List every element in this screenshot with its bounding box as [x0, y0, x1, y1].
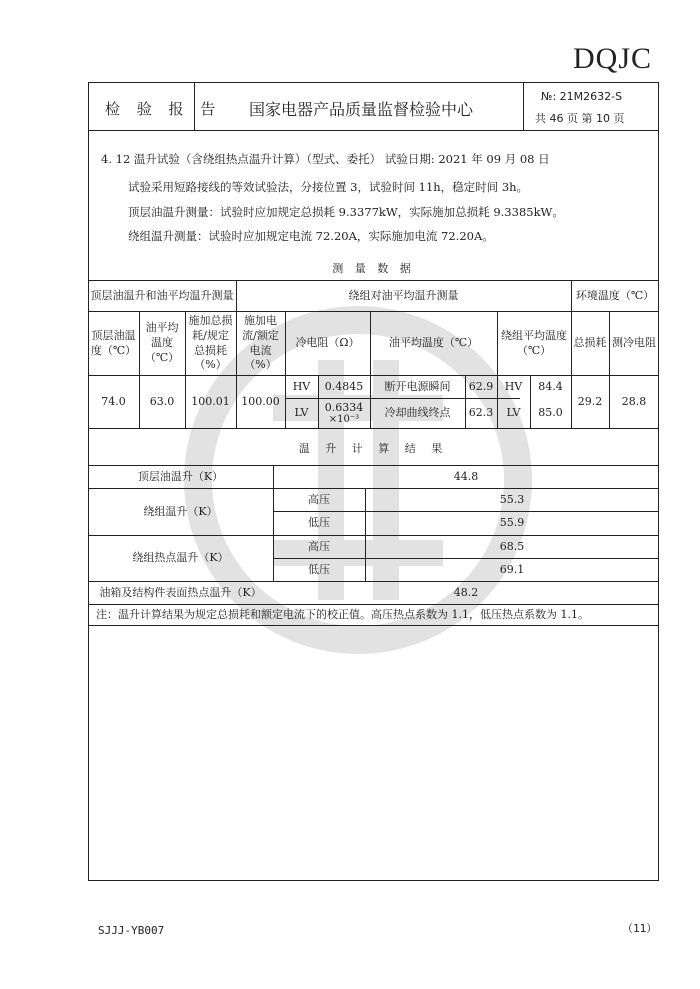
section-heading: 4. 12 温升试验（含绕组热点温升计算）（型式、委托） 试验日期: 2021 年 09 月 08 日	[101, 152, 550, 166]
lv-resistance-value: 0.6334	[324, 400, 364, 414]
lv-label: LV	[294, 406, 309, 420]
lv-oil-temp: 62.3	[468, 406, 494, 420]
report-type: 检 验 报 告	[105, 100, 222, 118]
col-total-loss: 总损耗	[573, 336, 607, 350]
hv-oil-temp: 62.9	[468, 379, 494, 393]
group-winding-header: 绕组对油平均温升测量	[348, 288, 459, 302]
hotspot-lv-value: 69.1	[499, 562, 525, 576]
lv-winding-temp: 85.0	[538, 406, 563, 420]
hotspot-hv-value: 68.5	[499, 539, 525, 553]
hotspot-rise-label: 绕组热点温升（K）	[132, 551, 229, 565]
winding-measure-text: 绕组温升测量：试验时应加规定电流 72.20A，实际施加电流 72.20A。	[128, 229, 494, 243]
value-avg-oil: 63.0	[149, 394, 175, 408]
col-avg-oil: 油平均温度（℃）	[144, 321, 180, 364]
hv-measure-point: 断开电源瞬间	[384, 379, 451, 393]
lv-resistance	[318, 399, 370, 428]
brand-logo: DQJC	[572, 42, 652, 75]
calc-table-title: 温 升 计 算 结 果	[298, 441, 449, 455]
winding-lv-label: 低压	[308, 516, 330, 530]
col-winding-avg-temp: 绕组平均温度（℃）	[501, 328, 567, 357]
winding-hv-label: 高压	[308, 492, 330, 506]
form-code: SJJJ-YB007	[98, 924, 165, 937]
winding-hv-value: 55.3	[499, 492, 525, 506]
col-oil-avg-temp: 油平均温度（℃）	[388, 336, 479, 350]
top-oil-rise-value: 44.8	[453, 469, 479, 483]
col-current-ratio: 施加电流/额定电流（%）	[242, 313, 279, 372]
value-top-oil: 74.0	[101, 394, 126, 408]
lv-resistance-exponent: ×10⁻³	[328, 414, 360, 426]
tank-hotspot-value: 48.2	[453, 585, 479, 599]
hv-resistance: 0.4845	[324, 379, 364, 393]
env-cooling-value: 28.8	[621, 394, 647, 408]
report-number: №: 21M2632-S	[541, 90, 623, 103]
oil-measure-text: 顶层油温升测量：试验时应加规定总损耗 9.3377kW，实际施加总损耗 9.3385kW。	[128, 205, 564, 219]
hotspot-lv-label: 低压	[308, 562, 330, 576]
page-info: 共 46 页 第 10 页	[535, 112, 625, 125]
test-method-text: 试验采用短路接线的等效试验法，分接位置 3，试验时间 11h，稳定时间 3h。	[128, 180, 529, 194]
hotspot-hv-label: 高压	[308, 539, 330, 553]
hv-winding-temp: 84.4	[538, 379, 563, 393]
value-current-ratio: 100.00	[241, 394, 280, 408]
col-top-oil: 顶层油温度（℃）	[90, 328, 137, 357]
organization-name: 国家电器产品质量监督检验中心	[249, 100, 474, 119]
note-text: 注：温升计算结果为规定总损耗和额定电流下的校正值。高压热点系数为 1.1，低压热点系数为 1.1。	[96, 608, 589, 621]
hv-label: HV	[292, 379, 311, 393]
measure-table-title: 测 量 数 据	[332, 261, 415, 275]
top-oil-rise-label: 顶层油温升（K）	[137, 469, 224, 483]
group-oil-header: 顶层油温升和油平均温升测量	[90, 288, 234, 302]
lv-winding-label: LV	[506, 406, 521, 420]
group-env-header: 环境温度（℃）	[575, 288, 655, 302]
col-cooling-resistance: 测冷电阻	[612, 336, 656, 350]
winding-lv-value: 55.9	[499, 516, 525, 530]
value-loss-ratio: 100.01	[191, 394, 230, 408]
winding-rise-label: 绕组温升（K）	[143, 504, 218, 518]
page-number: （11）	[622, 922, 658, 935]
hv-winding-label: HV	[504, 379, 523, 393]
col-cold-resistance: 冷电阻（Ω）	[295, 336, 360, 350]
col-loss-ratio: 施加总损耗/规定总损耗（%）	[188, 313, 233, 372]
env-total-loss-value: 29.2	[577, 394, 603, 408]
lv-measure-point: 冷却曲线终点	[384, 406, 451, 420]
tank-hotspot-label: 油箱及结构件表面热点温升（K）	[99, 585, 262, 599]
